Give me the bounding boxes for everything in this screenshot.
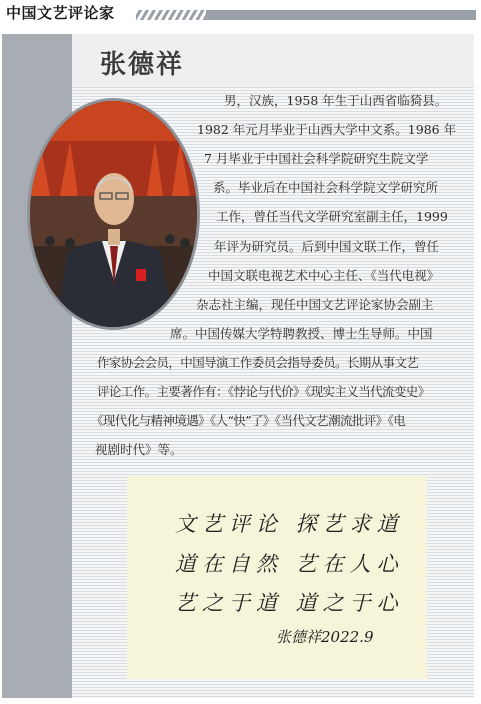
portrait-photo [27,98,200,330]
bio-line: 视剧时代》等。 [95,442,183,457]
section-header [0,0,481,26]
handwriting-line: 文艺评论 探艺求道 [175,512,404,536]
bio-line: 1982 年元月毕业于山西大学中文系。1986 年 [197,122,457,137]
handwriting-line: 道在自然 艺在人心 [175,552,404,576]
header-decorative-stripes [136,10,476,20]
handwritten-signature: 张德祥2022.9 [276,628,374,646]
bio-line: 系。毕业后在中国社会科学院文学研究所 [213,180,439,195]
bio-line: 7 月毕业于中国社会科学院研究生院文学 [204,151,429,166]
bio-line: 《现代化与精神境遇》《人“快”了》《当代文艺潮流批评》《电 [91,413,406,428]
bio-line: 作家协会会员，中国导演工作委员会指导委员。长期从事文艺 [97,355,419,370]
bio-line: 年评为研究员。后到中国文联工作，曾任 [214,239,440,254]
bio-line: 评论工作。主要著作有：《悖论与代价》《现实主义当代流变史》 [97,384,430,399]
bio-line: 工作，曾任当代文学研究室副主任，1999 [216,209,448,224]
bio-line: 男，汉族，1958 年生于山西省临猗县。 [224,93,448,108]
bio-line: 中国文联电视艺术中心主任、《当代电视》 [208,268,440,283]
bio-line: 席。中国传媒大学特聘教授、博士生导师。中国 [170,326,433,341]
section-title: 中国文艺评论家 [6,4,115,22]
person-name: 张德祥 [100,50,185,80]
bio-line: 杂志社主编，现任中国文艺评论家协会副主 [196,297,434,312]
handwriting-line: 艺之于道 道之于心 [175,591,404,615]
